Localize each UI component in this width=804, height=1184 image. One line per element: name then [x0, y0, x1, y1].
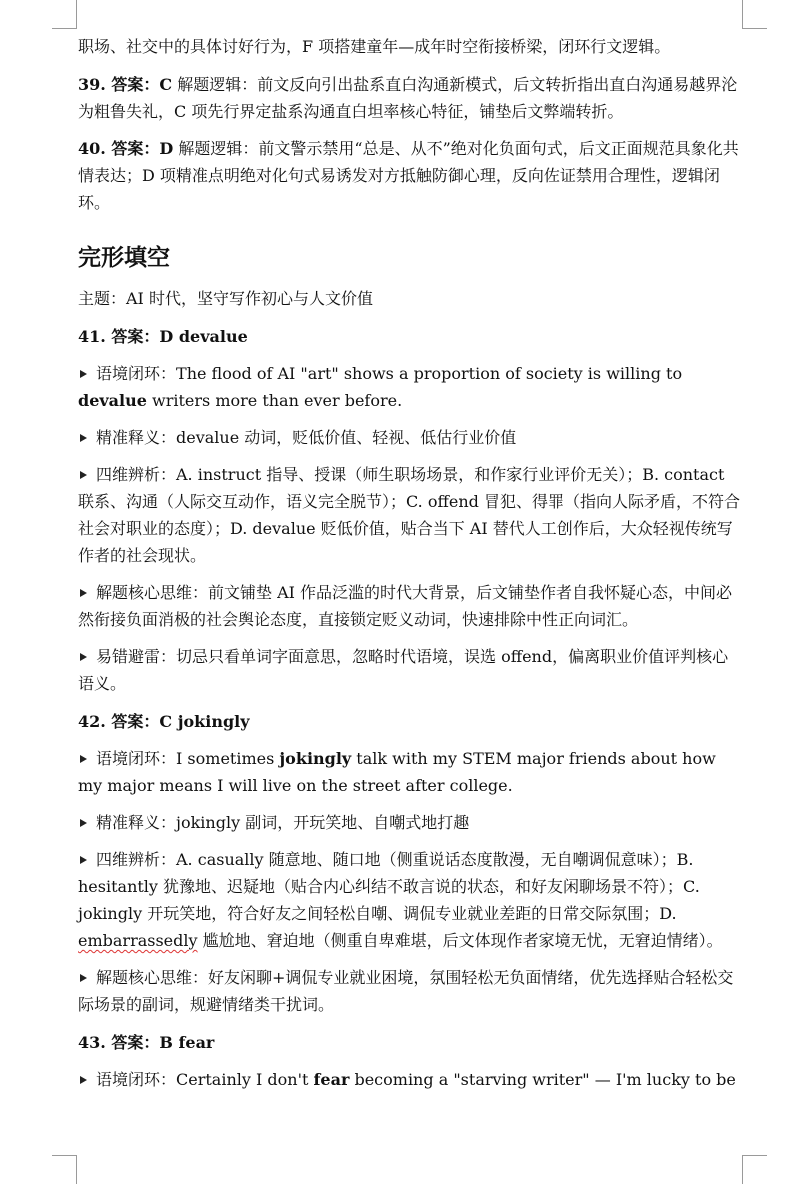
triangle-right-icon: [80, 653, 87, 661]
q41-context: [78, 360, 742, 414]
q41-context-bold: devalue: [78, 391, 147, 410]
q39-text: 解题逻辑：前文反向引出盐系直白沟通新模式，后文转折指出直白沟通易越界沦为粗鲁失礼，C 项先行界定盐系沟通直白坦率核心特征，铺垫后文弊端转折。: [78, 75, 738, 121]
crop-mark-bottom-left: [52, 1155, 77, 1184]
q42-heading: 42. 答案：C jokingly: [78, 712, 250, 731]
q42-context: 语境闭环：I sometimes jokingly talk with my STEM major friends about how my major means I will live on the street after college.: [78, 749, 716, 795]
section-title: 完形填空: [78, 245, 170, 271]
q42-analysis: 四维辨析：A. casually 随意地、随口地（侧重说话态度散漫，无自嘲调侃意味）；B. hesitantly 犹豫地、迟疑地（贴合内心纠结不敢言说的状态，和好友闲聊场景不符）；C. jokingly 开玩笑地，符合好友之间轻松自嘲、调侃专业就业差距的日常交际氛围；D. embarrassedly 尴尬地、窘迫地（侧重自卑难堪，后文体现作者家境无忧，无窘迫情绪）。: [78, 850, 723, 950]
q43-heading: 43. 答案：B fear: [78, 1033, 215, 1052]
triangle-right-icon: [80, 370, 87, 378]
document-page: [78, 33, 742, 1093]
triangle-right-icon: [80, 856, 87, 864]
q40-answer: D: [159, 139, 174, 158]
q42-core: 解题核心思维：好友闲聊+调侃专业就业困境，氛围轻松无负面情绪，优先选择贴合轻松交际场景的副词，规避情绪类干扰词。: [78, 968, 734, 1014]
q40-text: 解题逻辑：前文警示禁用“总是、从不”绝对化负面句式，后文正面规范具象化共情表达；D 项精准点明绝对化句式易诱发对方抵触防御心理，反向佐证禁用合理性，逻辑闭环。: [78, 139, 739, 212]
q43-context: 语境闭环：Certainly I don't fear becoming a "starving writer" — I'm lucky to be: [78, 1066, 742, 1093]
q42-context-bold: jokingly: [279, 749, 352, 768]
q41-heading: 41. 答案：D devalue: [78, 327, 248, 346]
crop-mark-top-left: [52, 0, 77, 29]
q41-context-a: The flood of AI "art" shows a proportion of society is willing to: [176, 364, 683, 383]
spellcheck-underline-word: embarrassedly: [78, 931, 198, 950]
triangle-right-icon: [80, 755, 87, 763]
intro-line: 职场、社交中的具体讨好行为，F 项搭建童年—成年时空衔接桥梁，闭环行文逻辑。: [78, 37, 671, 56]
q41-definition: 精准释义：devalue 动词，贬低价值、轻视、低估行业价值: [78, 424, 742, 451]
question-40: [78, 135, 742, 216]
q42-definition: 精准释义：jokingly 副词，开玩笑地、自嘲式地打趣: [78, 809, 742, 836]
q41-pitfall: 易错避雷：切忌只看单词字面意思，忽略时代语境，误选 offend，偏离职业价值评判核心语义。: [78, 647, 729, 693]
triangle-right-icon: [80, 974, 87, 982]
q40-number: 40. 答案：: [78, 139, 160, 158]
triangle-right-icon: [80, 471, 87, 479]
triangle-right-icon: [80, 589, 87, 597]
q39-number: 39. 答案：: [78, 75, 160, 94]
q41-core: 解题核心思维：前文铺垫 AI 作品泛滥的时代大背景，后文铺垫作者自我怀疑心态，中间必然衔接负面消极的社会舆论态度，直接锁定贬义动词，快速排除中性正向词汇。: [78, 583, 733, 629]
q41-context-b: writers more than ever before.: [146, 391, 403, 410]
crop-mark-top-right: [742, 0, 767, 29]
q43-context-bold: fear: [313, 1070, 350, 1089]
triangle-right-icon: [80, 819, 87, 827]
crop-mark-bottom-right: [742, 1155, 767, 1184]
q41-context-label: 语境闭环：: [96, 364, 177, 383]
triangle-right-icon: [80, 434, 87, 442]
question-39: [78, 71, 742, 125]
q41-analysis: 四维辨析：A. instruct 指导、授课（师生职场场景，和作家行业评价无关）；B. contact 联系、沟通（人际交互动作，语义完全脱节）；C. offend 冒犯、得罪（指向人际矛盾，不符合社会对职业的态度）；D. devalue 贬低价值，贴合当下 AI 替代人工创作后，大众轻视传统写作者的社会现状。: [78, 465, 740, 565]
theme-line: 主题：AI 时代，坚守写作初心与人文价值: [78, 289, 373, 308]
triangle-right-icon: [80, 1076, 87, 1084]
q39-answer: C: [159, 75, 173, 94]
